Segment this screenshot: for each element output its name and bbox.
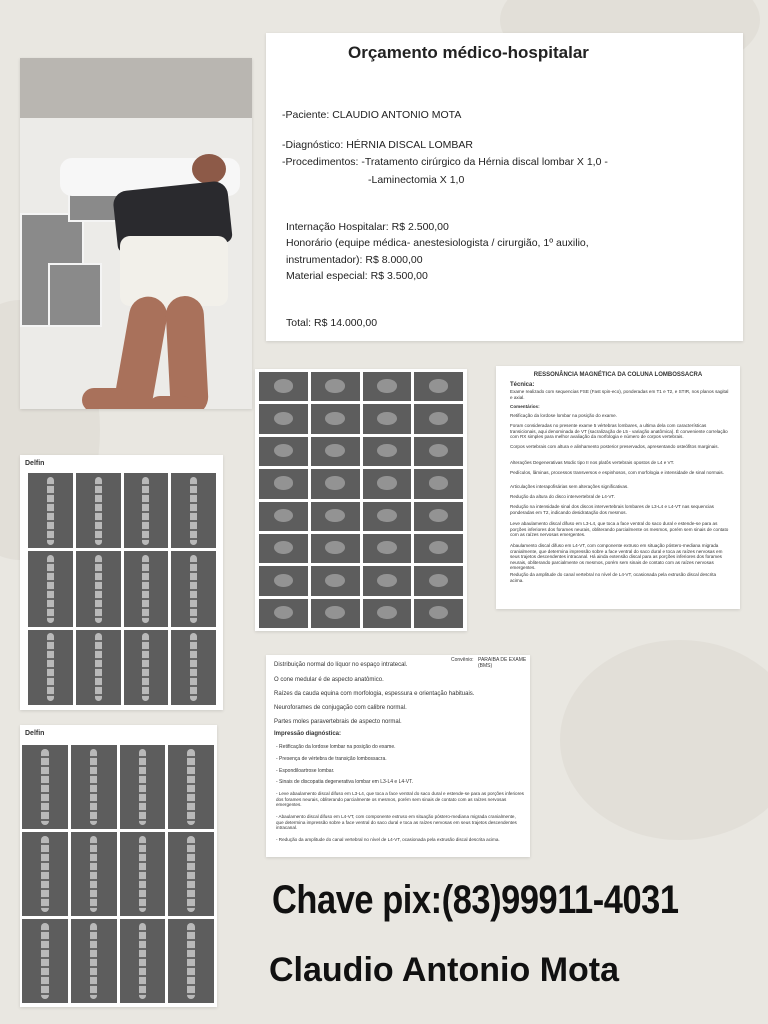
mri-slice bbox=[28, 551, 73, 626]
report-text: Articulações interapofisárias sem alterações significativas. bbox=[510, 484, 629, 489]
mri-slice bbox=[311, 469, 360, 498]
mri-report-page bbox=[266, 655, 530, 857]
report-heading: RESSONÂNCIA MAGNÉTICA DA COLUNA LOMBOSSACRA bbox=[533, 372, 703, 378]
mri-slice bbox=[311, 534, 360, 563]
film-tag: Delfin bbox=[25, 460, 45, 467]
report-text: Pedículos, lâminas, processos transversos e espinhosos, com morfologia e intensidade de sinal normais. bbox=[510, 470, 724, 475]
mri-slice bbox=[363, 437, 412, 466]
mri-slice bbox=[311, 404, 360, 433]
report-text: Retificação da lordose lombar na posição do exame. bbox=[510, 413, 617, 418]
mri-slice bbox=[124, 630, 169, 705]
report-text: Redução na intensidade sinal dos discos intervertebrais lombares de L3-L4 e L4-VT nas sequencias ponderadas em T2, indicando desidratação dos mesmos. bbox=[510, 504, 714, 515]
report-text: - Leve abaulamento discal difuso em L3-L4, que toca a face ventral do saco dural e estende-se para as porções inferiores dos forames neurais, obliterando parcialmente os mesmos, porém sem sinais de contato com as raízes nervosas emergentes. bbox=[276, 791, 524, 807]
mri-slice bbox=[363, 469, 412, 498]
report-text: Redução da altura do disco intervertebral de L4-VT. bbox=[510, 494, 615, 499]
pix-key: Chave pix:(83)99911-4031 bbox=[272, 878, 679, 922]
mri-slice bbox=[259, 437, 308, 466]
mri-slice bbox=[22, 745, 68, 829]
mri-slice bbox=[28, 473, 73, 548]
report-text: Leve abaulamento discal difuso em L3-L4, que toca a face ventral do saco dural e estende-se para as porções inferiores dos forames neurais, obliterando parcialmente os mesmos, porém sem sinais de contato com as raízes nervosas emergentes. bbox=[510, 521, 729, 537]
patient-photo bbox=[20, 58, 252, 409]
report-text: Exame realizado com sequencias FSE (Fast spin-eco), ponderadas em T1 e T2, e STIR, nos planos sagital e axial. bbox=[510, 389, 729, 400]
procedures-line: -Procedimentos: -Tratamento cirúrgico da Hérnia discal lombar X 1,0 - bbox=[282, 156, 608, 168]
report-text: - Sinais de discopatia degenerativa lombar em L3-L4 e L4-VT. bbox=[276, 779, 414, 785]
fee-line-2: instrumentador): R$ 8.000,00 bbox=[286, 254, 423, 266]
mri-sagittal-film bbox=[20, 455, 223, 710]
convenio-label: Convênio: bbox=[451, 657, 474, 663]
mri-report-page bbox=[496, 366, 740, 609]
mri-slice bbox=[124, 551, 169, 626]
report-text: - Espondiloartrose lombar. bbox=[276, 768, 335, 774]
mri-slice bbox=[414, 404, 463, 433]
mri-slice bbox=[124, 473, 169, 548]
mri-slice bbox=[414, 372, 463, 401]
mri-slice bbox=[363, 404, 412, 433]
background-blot bbox=[560, 640, 768, 840]
mri-slice bbox=[71, 832, 117, 916]
mri-slice bbox=[76, 630, 121, 705]
mri-slice bbox=[259, 534, 308, 563]
mri-slice bbox=[168, 919, 214, 1003]
mri-slice bbox=[71, 919, 117, 1003]
mri-slice bbox=[414, 437, 463, 466]
mri-slice bbox=[311, 566, 360, 595]
material-line: Material especial: R$ 3.500,00 bbox=[286, 270, 428, 282]
report-section-label: Impressão diagnóstica: bbox=[274, 731, 342, 737]
mri-slice bbox=[363, 372, 412, 401]
mri-slice bbox=[171, 630, 216, 705]
mri-slice bbox=[363, 534, 412, 563]
report-text: Neuroforames de conjugação com calibre normal. bbox=[274, 705, 407, 711]
mri-slice bbox=[259, 404, 308, 433]
mri-slice bbox=[414, 469, 463, 498]
person-name: Claudio Antonio Mota bbox=[269, 951, 620, 989]
film-tag: Delfin bbox=[25, 730, 45, 737]
mri-slice bbox=[120, 745, 166, 829]
fee-line: Honorário (equipe médica- anestesiologista / cirurgião, 1º auxilio, bbox=[286, 237, 589, 249]
report-text: Distribuição normal do líquor no espaço intratecal. bbox=[274, 662, 408, 668]
mri-slice bbox=[414, 566, 463, 595]
mri-slice bbox=[414, 534, 463, 563]
report-text: - Redução da amplitude do canal vertebral no nível de L4-VT, ocasionada pela extrusão discal descrita acima. bbox=[276, 837, 500, 842]
mri-slice bbox=[259, 372, 308, 401]
mri-slice bbox=[363, 599, 412, 628]
report-section-label: Técnica: bbox=[510, 382, 535, 388]
report-text: Foram consideradas no presente exame 5 vértebras lombares, a ultima dela com características transicionais, aqui denominada de VT (sacralização de L5 - variação anatômica). É conveniente correlação com RX simples para melhor avaliação da morfologia e número de corpos vertebrais. bbox=[510, 423, 728, 439]
report-text: Redução da amplitude do canal vertebral no nível de L4-VT, ocasionada pela extrusão discal descrita acima. bbox=[510, 572, 717, 583]
mri-slice bbox=[22, 919, 68, 1003]
report-section-label: Comentários: bbox=[510, 404, 540, 409]
mri-axial-film bbox=[255, 369, 467, 631]
mri-sagittal-film bbox=[20, 725, 217, 1007]
mri-slice bbox=[259, 469, 308, 498]
report-text: - Presença de vértebra de transição lombossacra. bbox=[276, 756, 387, 762]
mri-slice bbox=[120, 919, 166, 1003]
mri-slice bbox=[259, 599, 308, 628]
mri-slice bbox=[22, 832, 68, 916]
mri-slice bbox=[311, 437, 360, 466]
patient-line: -Paciente: CLAUDIO ANTONIO MOTA bbox=[282, 109, 462, 121]
report-text: - Abaulamento discal difuso em L4-VT, com componente extruso em situação póstero-mediana migrada cranialmente, que determina impressão sobre a face ventral do saco dural e toca as raízes nervosas em seus trajetos descendentes intracanal. bbox=[276, 814, 517, 830]
report-text: Partes moles paravertebrais de aspecto normal. bbox=[274, 719, 402, 725]
mri-slice bbox=[414, 502, 463, 531]
mri-slice bbox=[76, 473, 121, 548]
mri-slice bbox=[311, 372, 360, 401]
mri-slice bbox=[259, 566, 308, 595]
budget-document bbox=[266, 33, 743, 341]
mri-slice bbox=[311, 502, 360, 531]
mri-slice bbox=[76, 551, 121, 626]
report-text: Raízes da cauda equina com morfologia, espessura e orientação habituais. bbox=[274, 691, 475, 697]
total-line: Total: R$ 14.000,00 bbox=[286, 317, 378, 329]
mri-slice bbox=[171, 473, 216, 548]
mri-slice bbox=[414, 599, 463, 628]
report-text: Alterações Degenerativas Modic tipo II nos platôs vertebrais opostos de L4 e VT. bbox=[510, 460, 675, 465]
mri-slice bbox=[363, 566, 412, 595]
report-text: Corpos vertebrais com altura e alinhamento posterior preservados, apresentando osteófitos marginais. bbox=[510, 444, 719, 449]
mri-slice bbox=[259, 502, 308, 531]
mri-slice bbox=[171, 551, 216, 626]
report-text: - Retificação da lordose lombar na posição do exame. bbox=[276, 744, 396, 750]
mri-slice bbox=[28, 630, 73, 705]
mri-slice bbox=[363, 502, 412, 531]
procedures-line-2: -Laminectomia X 1,0 bbox=[368, 174, 465, 186]
mri-slice bbox=[168, 832, 214, 916]
mri-slice bbox=[120, 832, 166, 916]
report-text: O cone medular é de aspecto anatômico. bbox=[274, 677, 384, 683]
mri-slice bbox=[168, 745, 214, 829]
report-text: Abaulamento discal difuso em L4-VT, com componente extruso em situação póstero-mediana migrada cranialmente, que determina impressão sobre a face ventral do saco dural e toca as raízes nervosas em seus trajetos descendentes intracanal. Há ainda extensão discal para as porções inferiores dos forames neurais, obliterando parcialmente os mesmos, porém sem sinais de contato com as raízes nervosas emergentes. bbox=[510, 543, 723, 570]
hospital-cost-line: Internação Hospitalar: R$ 2.500,00 bbox=[286, 221, 449, 233]
mri-slice bbox=[71, 745, 117, 829]
mri-slice bbox=[311, 599, 360, 628]
convenio-value: PARAIBA DE EXAME (BMS) bbox=[478, 657, 527, 669]
diagnosis-line: -Diagnóstico: HÉRNIA DISCAL LOMBAR bbox=[282, 139, 474, 151]
budget-title: Orçamento médico-hospitalar bbox=[348, 43, 589, 62]
